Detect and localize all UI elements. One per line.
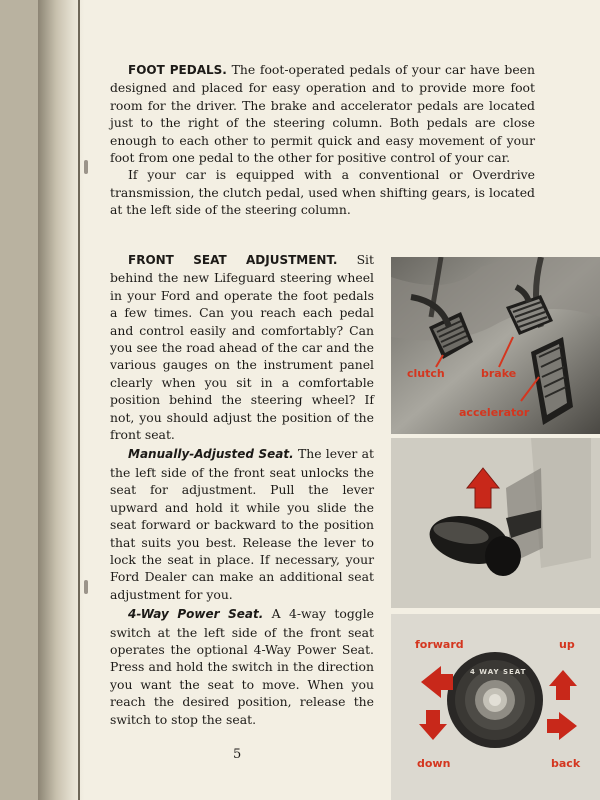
knob-text: 4 WAY SEAT bbox=[470, 668, 527, 676]
lever-drawing bbox=[391, 438, 600, 608]
manual-seat-paragraph: The lever at the left side of the front seat unlocks the seat for adjustment. Pull the lever upward and hold it while you slide the seat forward or backward to the position that suits you best. Release the lever to lock the seat in place. If necessary, your Ford Dealer can make an additional seat adjustment for you. bbox=[110, 446, 374, 602]
foot-pedals-heading: FOOT PEDALS. bbox=[128, 63, 227, 77]
foot-pedals-paragraph-2: If your car is equipped with a conventional or Overdrive transmission, the clutch pedal, used when shifting gears, is located at the left side of the steering column. bbox=[110, 167, 535, 218]
staple-top bbox=[84, 160, 88, 174]
front-seat-paragraph: Sit behind the new Lifeguard steering wheel in your Ford and operate the foot pedals a few times. Can you reach each pedal and control easily and comfortably? Can you see the road ahead of the car and the various gauges on the instrument panel clearly when you sit in a comfortable position behind the steering wheel? If not, you should adjust the position of the front seat. bbox=[110, 252, 374, 443]
brake-label: brake bbox=[481, 367, 517, 380]
power-seat-paragraph: A 4-way toggle switch at the left side of the front seat operates the optional 4-Way Power Seat. Press and hold the switch in the direction you want the seat to move. When you reach the desired position, release the switch to stop the seat. bbox=[110, 606, 374, 727]
foot-pedals-paragraph-1: The foot-operated pedals of your car have been designed and placed for easy operation and to provide more foot room for the driver. The brake and accelerator pedals are located just to the right of the steering column. Both pedals are close enough to each other to permit quick and easy movement of your foot from one pedal to the other for positive control of your car. bbox=[110, 62, 535, 166]
staple-bottom bbox=[84, 580, 88, 594]
binding-crease bbox=[78, 0, 80, 800]
power-seat-heading: 4-Way Power Seat. bbox=[128, 607, 264, 622]
back-label: back bbox=[551, 757, 581, 770]
pedals-illustration bbox=[391, 257, 600, 434]
seat-lever-illustration bbox=[391, 438, 600, 608]
accelerator-label: accelerator bbox=[459, 406, 530, 419]
seat-switch-knob bbox=[447, 652, 543, 748]
manual-seat-heading: Manually-Adjusted Seat. bbox=[128, 447, 294, 462]
forward-label: forward bbox=[415, 638, 464, 651]
front-seat-heading: FRONT SEAT ADJUSTMENT. bbox=[128, 253, 338, 267]
foot-pedals-section bbox=[110, 61, 535, 219]
power-seat-switch-illustration bbox=[391, 614, 600, 800]
clutch-label: clutch bbox=[407, 367, 445, 380]
down-label: down bbox=[417, 757, 451, 770]
up-label: up bbox=[559, 638, 575, 651]
seat-adjustment-section bbox=[110, 251, 374, 728]
page-number: 5 bbox=[233, 747, 242, 762]
